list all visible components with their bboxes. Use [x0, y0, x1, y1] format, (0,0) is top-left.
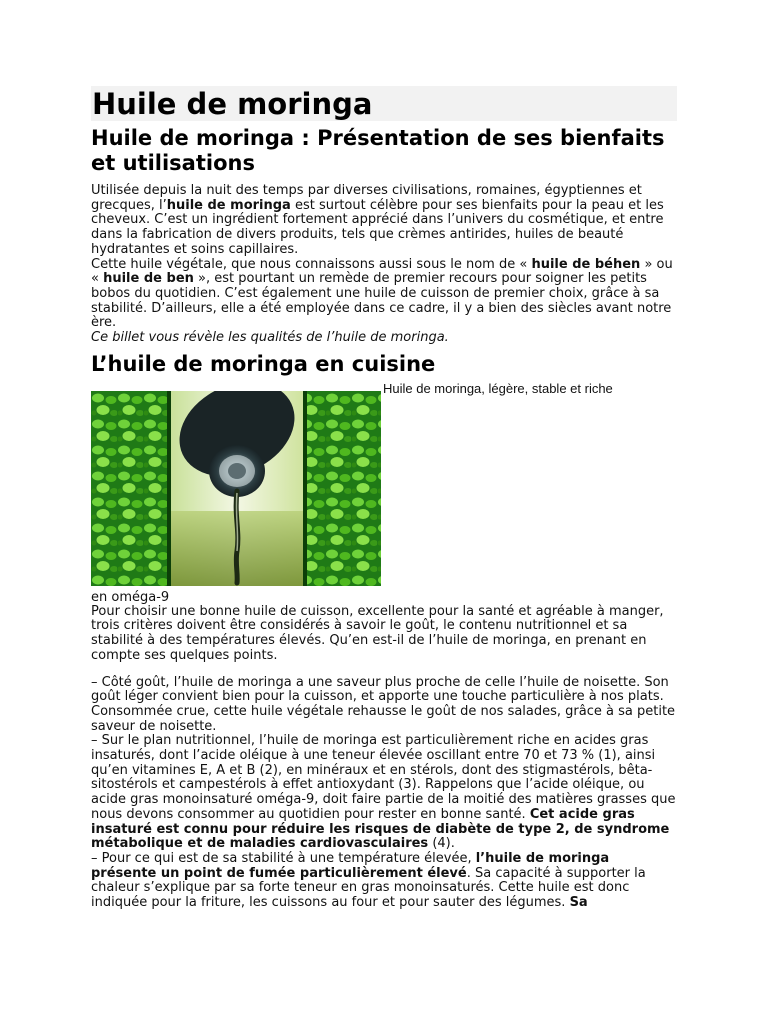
text-run: », est pourtant un remède de premier recours pour soigner les petits bobos du quotidien. C’est également une huile de cuisson de premier choix, grâce à sa stabilité. D’ailleurs, elle a été employée dans ce cadre, il y a bien des siècles avant notre ère.	[91, 271, 672, 331]
text-run: est surtout célèbre pour ses bienfaits pour la peau et les cheveux. C’est un ingrédient fortement apprécié dans l’univers du cosmétique, et entre dans la fabrication de divers produits, tels que crèmes antirides, huiles de beauté hydratantes et soins capillaires.	[91, 197, 664, 257]
bold-text: l’huile de moringa présente un point de fumée particulièrement élevé	[91, 850, 610, 881]
figure	[91, 381, 677, 578]
moringa-oil-image	[91, 391, 381, 586]
text-run: Cette huile végétale, que nous connaissons aussi sous le nom de «	[91, 256, 532, 272]
cuisine-paragraph-nutrition	[91, 734, 677, 852]
bold-text: Sa	[569, 895, 588, 911]
text-run: » ou «	[91, 256, 673, 287]
paragraph-gap	[91, 664, 677, 676]
text-run: – Pour ce qui est de sa stabilité à une température élevée,	[91, 850, 476, 866]
article-subtitle: Huile de moringa : Présentation de ses bienfaits et utilisations	[91, 126, 665, 175]
cuisine-paragraph-1: Pour choisir une bonne huile de cuisson, excellente pour la santé et agréable à manger, trois critères doivent être considérés à savoir le goût, le contenu nutritionnel et sa stabilité à des températures élevés. Qu’en est-il de l’huile de moringa, en prenant en compte ses quelques points.	[91, 603, 664, 663]
figure-caption-continued: en oméga-9	[91, 589, 170, 605]
intro-paragraph-3	[91, 331, 677, 346]
intro-note: Ce billet vous révèle les qualités de l’huile de moringa.	[91, 330, 449, 346]
intro-paragraph-1	[91, 184, 677, 258]
cuisine-paragraph-taste: – Côté goût, l’huile de moringa a une saveur plus proche de celle l’huile de noisette. Son goût léger convient bien pour la cuisson, et apporte une touche particulière à nos plats. Consommée crue, cette huile végétale rehausse le goût de nos salades, grâce à sa petite saveur de noisette.	[91, 674, 676, 734]
intro-block	[91, 184, 677, 346]
bold-text: huile de moringa	[166, 197, 291, 213]
cuisine-paragraph-stability	[91, 852, 677, 911]
bold-text: Cet acide gras insaturé est connu pour réduire les risques de diabète de type 2, de syndrome métabolique et de maladies cardiovasculaires	[91, 806, 670, 852]
intro-paragraph-2	[91, 258, 677, 332]
text-run: Utilisée depuis la nuit des temps par diverses civilisations, romaines, égyptiennes et grecques, l’	[91, 183, 642, 213]
bold-text: huile de béhen	[531, 256, 641, 272]
text-run: – Sur le plan nutritionnel, l’huile de moringa est particulièrement riche en acides gras insaturés, dont l’acide oléique à une teneur élevée oscillant entre 70 et 73 % (1), ainsi qu’en vitamines E, A et B (2), en minéraux et en stérols, dont des stigmastérols, bêta-sitostérols et campestérols à effet antioxydant (3). Rappelons que l’acide oléique, ou acide gras monoinsaturé oméga-9, doit faire partie de la moitié des matières grasses que nous devons consommer au quotidien pour rester en bonne santé.	[91, 733, 676, 822]
text-run: . Sa capacité à supporter la chaleur s’explique par sa forte teneur en gras monoinsaturés. Cette huile est donc indiquée pour la friture, les cuissons au four et pour sauter des légumes.	[91, 865, 646, 911]
figure-caption: Huile de moringa, légère, stable et riche	[383, 380, 613, 396]
bold-text: huile de ben	[103, 271, 194, 287]
page-title: Huile de moringa	[91, 86, 677, 121]
document-body	[91, 86, 677, 911]
text-run: (4).	[428, 836, 455, 852]
section-title-cuisine: L’huile de moringa en cuisine	[91, 351, 436, 376]
